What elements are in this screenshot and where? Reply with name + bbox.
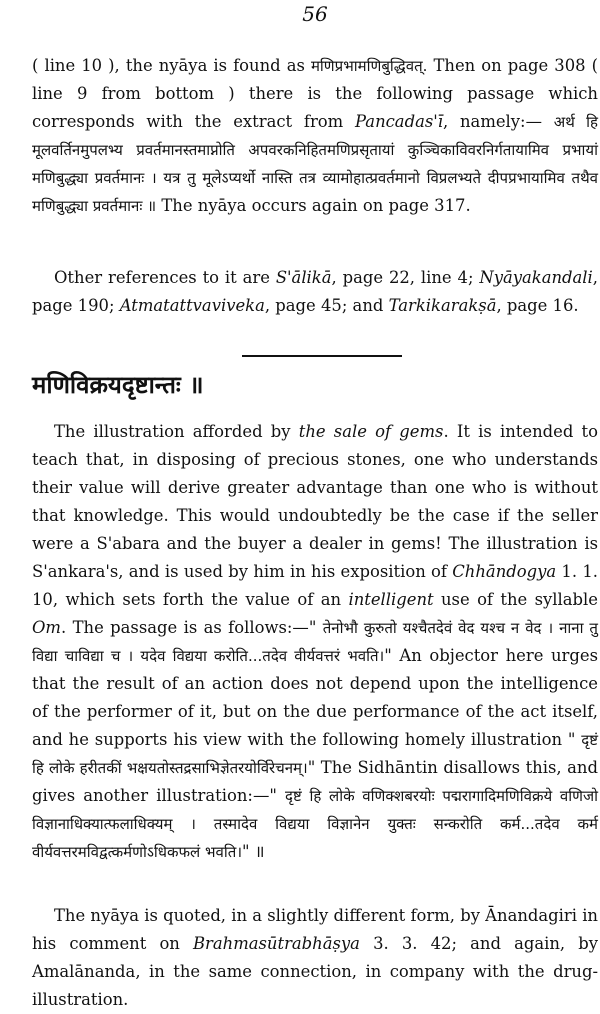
- title-italic: Chhāndogya: [452, 562, 557, 581]
- text: , page 16.: [496, 296, 579, 315]
- text: . It is intended to teach that, in disposing of precious stones, one who understands their value will derive greater advantage than one who is without that knowledge. This would undoubtedly be the case if the seller were a S'abara and the buyer a dealer in gems! The illustration is S'ankara's, and is used by him in his exposition of: [32, 422, 598, 581]
- text: The illustration afforded by: [54, 422, 299, 441]
- text: , page 45; and: [264, 296, 389, 315]
- text: " The Sidhāntin disallows this, and gives another illustration:—": [32, 758, 598, 805]
- title-italic: Tarkikarakṣā: [388, 296, 497, 315]
- text: use of the syllable: [433, 590, 598, 609]
- text: " An objector here urges that the result of an action does not depend upon the intelligence of the performer of it, but on the due performance of the act itself, and he supports his view with the following homely illustration ": [32, 646, 598, 749]
- sanskrit-quote: दृष्टं हि लोके हरीतकीं भक्षयतोस्तद्रसाभिज्ञेतरयोर्विरेचनम्।: [32, 731, 598, 777]
- sanskrit-quote: तेनोभौ कुरुतो यश्चैतदेवं वेद यश्च न वेद । नाना तु विद्या चाविद्या च । यदेव विद्यया करोति...तदेव वीर्यवत्तरं भवति।: [32, 619, 598, 665]
- title-italic: Brahmasūtrabhāṣya: [193, 934, 360, 953]
- sanskrit-quote: दृष्टं हि लोके वणिक्शबरयोः पद्मरागादिमणिविक्रये वणिजो विज्ञानाधिक्यात्फलाधिक्यम् । तस्मादेव विद्यया विज्ञानेन युक्तः सन्करोति कर्म...तदेव कर्म वीर्यवत्तरमविद्वत्कर्मणोऽधिकफलं भवति।: [32, 787, 598, 861]
- paragraph-other-references: [32, 264, 598, 320]
- emphasis-italic: the sale of gems: [298, 422, 444, 441]
- text: Then on page 308 ( line 9 from bottom ) there is the following passage which corresponds with the extract from: [32, 56, 599, 131]
- section-divider: [242, 355, 402, 357]
- text: , namely:—: [443, 112, 554, 131]
- title-italic: Atmatattvaviveka: [119, 296, 265, 315]
- text: , page 190;: [32, 268, 598, 315]
- text: . The passage is as follows:—": [60, 618, 323, 637]
- title-italic: Pancadas'ī: [355, 112, 443, 131]
- text: The nyāya occurs again on page 317.: [156, 196, 471, 215]
- page-number: 56: [302, 2, 328, 26]
- text: The nyāya is quoted, in a slightly different form, by Ānandagiri in his comment on: [32, 906, 598, 953]
- title-italic: S'ālikā: [275, 268, 332, 287]
- paragraph-anandagiri: [32, 902, 598, 1014]
- paragraph-illustration: [32, 418, 598, 866]
- emphasis-italic: Om: [32, 618, 61, 637]
- text: ( line 10 ), the nyāya is found as: [32, 56, 311, 75]
- text: 1. 1. 10, which sets forth the value of an: [32, 562, 598, 609]
- paragraph-nyaya-references: [32, 52, 598, 220]
- section-heading: मणिविक्रयदृष्टान्तः ॥: [32, 371, 204, 399]
- text: 3. 3. 42; and again, by Amalānanda, in the same connection, in company with the drug-illustration.: [32, 934, 598, 1009]
- text: " ॥: [242, 842, 265, 861]
- title-italic: Nyāyakandali: [479, 268, 593, 287]
- sanskrit-quote: अर्थ हि मूलवर्तिनमुपलभ्य प्रवर्तमानस्तमाप्नोति अपवरकनिहितमणिप्रसृतायां कुञ्चिकाविवरनिर्गतायामिव प्रभायां मणिबुद्ध्या प्रवर्तमानः । यत्र तु मूलेऽप्यर्थो नास्ति तत्र व्यामोहात्प्रवर्तमानो विप्रलभ्यते दीपप्रभायामिव तथैव मणिबुद्ध्या प्रवर्तमानः ॥: [32, 113, 598, 215]
- emphasis-italic: intelligent: [348, 590, 434, 609]
- sanskrit-text: मणिप्रभामणिबुद्धिवत्.: [310, 57, 428, 75]
- text: , page 22, line 4;: [331, 268, 480, 287]
- text: Other references to it are: [54, 268, 276, 287]
